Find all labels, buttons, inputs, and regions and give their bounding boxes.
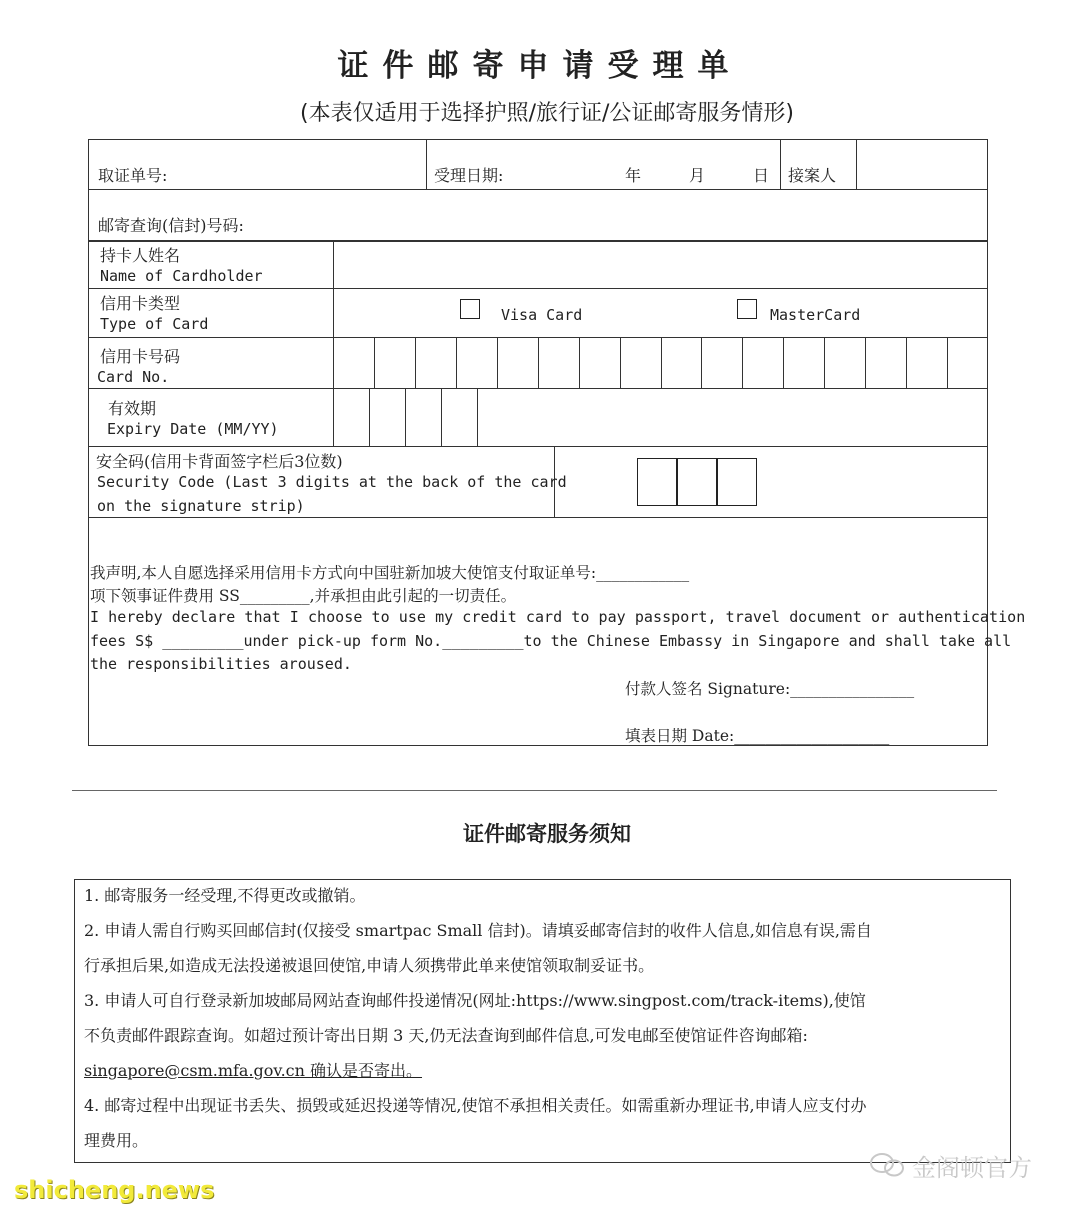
card-no-label-cn: 信用卡号码 — [100, 347, 181, 366]
cardholder-label-cn: 持卡人姓名 — [100, 246, 181, 265]
card-type-label-cn: 信用卡类型 — [100, 294, 181, 313]
expiry-digit-divider — [477, 388, 478, 446]
expiry-digit-divider — [405, 388, 406, 446]
card-digit-divider — [620, 337, 621, 388]
expiry-label-cn: 有效期 — [108, 399, 157, 418]
declaration-en-line3: the responsibilities aroused. — [90, 655, 352, 673]
mastercard-checkbox[interactable] — [737, 299, 757, 319]
month-label: 月 — [689, 166, 706, 185]
mail-query-label: 邮寄查询(信封)号码: — [98, 216, 244, 235]
day-label: 日 — [753, 166, 770, 185]
visa-checkbox[interactable] — [460, 299, 480, 319]
form-title: 证件邮寄申请受理单 — [337, 48, 743, 84]
watermark-text: 金阁顿官方 — [912, 1154, 1032, 1182]
notice-line: 1. 邮寄服务一经受理,不得更改或撤销。 — [84, 886, 366, 905]
row-divider — [88, 189, 988, 190]
card-digit-divider — [497, 337, 498, 388]
card-digit-divider — [906, 337, 907, 388]
card-digit-divider — [742, 337, 743, 388]
card-digit-divider — [865, 337, 866, 388]
cut-line — [72, 790, 997, 791]
notice-line: 理费用。 — [84, 1131, 149, 1150]
col-divider — [780, 139, 781, 189]
col-divider — [856, 139, 857, 189]
card-digit-divider — [947, 337, 948, 388]
card-digit-divider — [783, 337, 784, 388]
expiry-label-en: Expiry Date (MM/YY) — [107, 420, 279, 438]
card-digit-divider — [456, 337, 457, 388]
card-no-label-en: Card No. — [97, 368, 170, 386]
expiry-digit-divider — [369, 388, 370, 446]
visa-label: Visa Card — [501, 306, 583, 324]
notice-line: 3. 申请人可自行登录新加坡邮局网站查询邮件投递情况(网址:https://www.singpost.com/track-items),使馆 — [84, 991, 866, 1010]
form-subtitle: (本表仅适用于选择护照/旅行证/公证邮寄服务情形) — [300, 101, 794, 126]
row-divider — [88, 446, 988, 447]
card-digit-divider — [374, 337, 375, 388]
row-divider — [88, 240, 988, 242]
row-divider — [88, 517, 988, 518]
card-type-label-en: Type of Card — [100, 315, 209, 333]
declaration-cn-line2: 项下领事证件费用 SS_________,并承担由此引起的一切责任。 — [90, 587, 517, 605]
card-digit-divider — [579, 337, 580, 388]
security-label-cn: 安全码(信用卡背面签字栏后3位数) — [96, 452, 343, 471]
security-label-en-1: Security Code (Last 3 digits at the back of the card — [97, 473, 567, 491]
year-label: 年 — [625, 166, 642, 185]
handler-label: 接案人 — [788, 166, 837, 185]
security-code-box[interactable] — [677, 458, 717, 506]
col-divider — [333, 240, 334, 446]
col-divider — [426, 139, 427, 189]
declaration-cn-line1: 我声明,本人自愿选择采用信用卡方式向中国驻新加坡大使馆支付取证单号:____________ — [90, 564, 690, 582]
security-code-box[interactable] — [717, 458, 757, 506]
row-divider — [88, 388, 988, 389]
notice-title: 证件邮寄服务须知 — [463, 822, 631, 846]
security-code-box[interactable] — [637, 458, 677, 506]
mastercard-label: MasterCard — [770, 306, 861, 324]
cardholder-label-en: Name of Cardholder — [100, 267, 263, 285]
site-watermark: shicheng.news — [14, 1176, 215, 1204]
signature-line: 付款人签名 Signature:________________ — [625, 680, 915, 698]
expiry-digit-divider — [441, 388, 442, 446]
card-digit-divider — [824, 337, 825, 388]
notice-line: 行承担后果,如造成无法投递被退回使馆,申请人须携带此单来使馆领取制妥证书。 — [84, 956, 655, 975]
declaration-en-line1: I hereby declare that I choose to use my credit card to pay passport, travel document or authentication — [90, 608, 1026, 626]
wechat-icon — [868, 1152, 908, 1178]
fill-date-line: 填表日期 Date:____________________ — [625, 727, 890, 745]
accept-date-label: 受理日期: — [434, 166, 504, 185]
notice-line: 不负责邮件跟踪查询。如超过预计寄出日期 3 天,仍无法查询到邮件信息,可发电邮至使馆证件咨询邮箱: — [84, 1026, 808, 1045]
row-divider — [88, 288, 988, 289]
card-digit-divider — [701, 337, 702, 388]
card-digit-divider — [415, 337, 416, 388]
pickup-no-label: 取证单号: — [98, 166, 168, 185]
card-digit-divider — [661, 337, 662, 388]
notice-line: 2. 申请人需自行购买回邮信封(仅接受 smartpac Small 信封)。请填妥邮寄信封的收件人信息,如信息有误,需自 — [84, 921, 872, 940]
declaration-en-line2: fees S$ _________under pick-up form No._________to the Chinese Embassy in Singapore and shall take all — [90, 632, 1012, 650]
security-label-en-2: on the signature strip) — [97, 497, 305, 515]
notice-email-line[interactable]: singapore@csm.mfa.gov.cn 确认是否寄出。 — [84, 1061, 423, 1080]
card-digit-divider — [538, 337, 539, 388]
notice-line: 4. 邮寄过程中出现证书丢失、损毁或延迟投递等情况,使馆不承担相关责任。如需重新办理证书,申请人应支付办 — [84, 1096, 867, 1115]
